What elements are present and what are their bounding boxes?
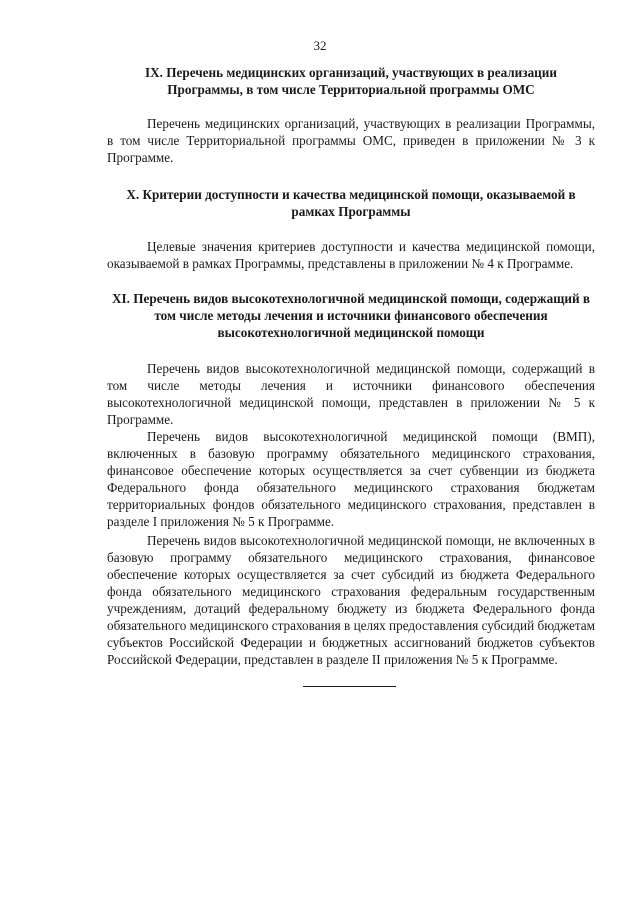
section-x-heading: X. Критерии доступности и качества медицинской помощи, оказываемой в рамках Программы	[126, 187, 576, 219]
section-xi-paragraph-3: Перечень видов высокотехнологичной медицинской помощи, не включенных в базовую программу обязательного медицинского страхования, финансовое обеспечение которых осуществляется за счет субсидий из бюджета Федерального фонда обязательного медицинского страхования федеральным государственным учреждениям, дотаций федеральному бюджету из бюджета Федерального фонда обязательного медицинского страхования в целях предоставления субсидий бюджетам субъектов Российской Федерации и бюджетных ассигнований бюджетов субъектов Российской Федерации, представлен в разделе II приложения № 5 к Программе.	[107, 533, 595, 667]
section-xi-heading: XI. Перечень видов высокотехнологичной медицинской помощи, содержащий в том числе методы лечения и источники финансового обеспечения высокотехнологичной медицинской помощи	[112, 291, 590, 340]
section-x-paragraph: Целевые значения критериев доступности и качества медицинской помощи, оказываемой в рамках Программы, представлены в приложении № 4 к Программе.	[107, 239, 595, 271]
page-number: 32	[313, 38, 327, 53]
section-xi-paragraph-2: Перечень видов высокотехнологичной медицинской помощи (ВМП), включенных в базовую программу обязательного медицинского страхования, финансовое обеспечение которых осуществляется за счет субвенции из бюджета Федерального фонда обязательного медицинского страхования бюджетам территориальных фондов обязательного медицинского страхования, представлен в разделе I приложения № 5 к Программе.	[107, 429, 595, 529]
section-xi-paragraph-1: Перечень видов высокотехнологичной медицинской помощи, содержащий в том числе методы лечения и источники финансового обеспечения высокотехнологичной медицинской помощи, представлен в приложении № 5 к Программе.	[107, 361, 595, 427]
section-ix-heading: IX. Перечень медицинских организаций, участвующих в реализации Программы, в том числе Территориальной программы ОМС	[145, 65, 557, 97]
section-xi	[107, 290, 595, 668]
section-x	[107, 186, 595, 272]
section-ix-paragraph: Перечень медицинских организаций, участвующих в реализации Программы, в том числе Территориальной программы ОМС, приведен в приложении № 3 к Программе.	[107, 116, 595, 165]
end-of-document-rule	[303, 686, 396, 687]
document-body	[107, 62, 595, 668]
section-ix	[107, 64, 595, 166]
